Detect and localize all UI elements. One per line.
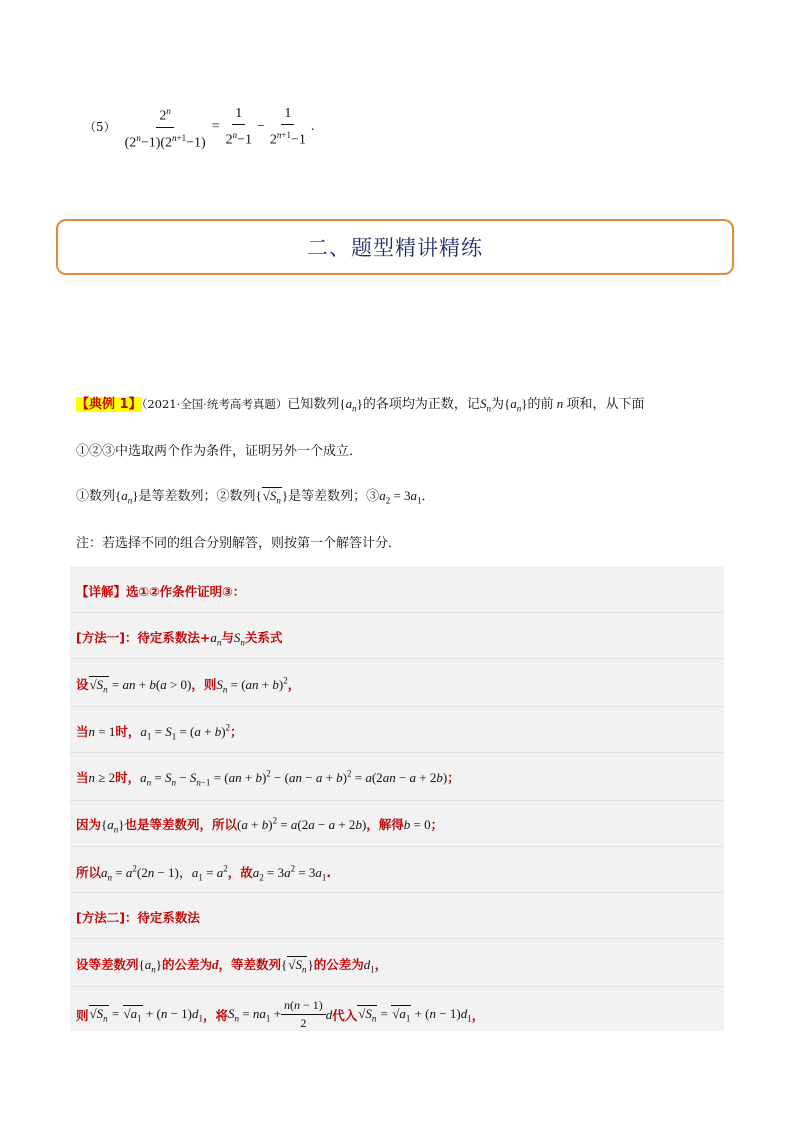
fraction-right: $\frac{1}{2^{n+1}-1}$ <box>269 105 306 148</box>
problem-text: ①数列 <box>76 489 116 504</box>
panel-divider <box>70 846 724 847</box>
panel-divider <box>70 706 724 707</box>
solution-text: 时， <box>115 724 141 739</box>
solution-line-5: 当n ≥ 2时，$a_n = S_n - S_{n-1} = (an + b)^2 - (an - a + b)^2 = a(2an - a + 2b)$； <box>76 768 460 788</box>
formula-label: （5） <box>84 120 116 135</box>
section-banner <box>56 219 734 275</box>
panel-divider <box>70 658 724 659</box>
solution-text: 设 <box>76 677 89 692</box>
solution-text: ，等差数列 <box>218 957 282 972</box>
problem-text: 的前 <box>527 397 554 412</box>
problem-line-2: ①②③中选取两个作为条件，证明另外一个成立． <box>76 444 363 459</box>
problem-note: 注：若选择不同的组合分别解答，则按第一个解答计分． <box>76 536 402 551</box>
solution-text: 则 <box>76 1007 89 1023</box>
problem-text: 为 <box>490 397 504 412</box>
problem-source: （2021·全国·统考高考真题） <box>141 397 288 411</box>
solution-line-7: 所以$a_n = a^2(2n - 1)$，$a_1 = a^2$，故$a_2 = 3a^2 = 3a_1$. <box>76 863 332 883</box>
period: . <box>310 119 315 135</box>
solution-text: 设等差数列 <box>76 957 139 972</box>
panel-divider <box>70 892 724 893</box>
equals-sign: = <box>211 119 220 135</box>
problem-text: 是等差数列；②数列 <box>138 489 256 504</box>
solution-text: ，则 <box>191 677 217 692</box>
solution-text: 当 <box>76 770 89 785</box>
panel-divider <box>70 986 724 987</box>
section-title: 二、题型精讲精练 <box>307 236 483 260</box>
solution-text: 当 <box>76 724 89 739</box>
solution-line-6: 因为$\{a_n\}$也是等差数列，所以$(a + b)^2 = a(2a - a + 2b)$，解得b = 0； <box>76 815 444 835</box>
solution-text: ，将 <box>202 1007 228 1023</box>
solution-text: 的公差为 <box>162 957 213 972</box>
problem-line-3: ①数列$\{a_n\}$是等差数列；②数列$\{√S_n\}$是等差数列；$③a_2 = 3a_1$． <box>76 488 435 506</box>
panel-divider <box>70 938 724 939</box>
problem-line-1: 【典例 1】（2021·全国·统考高考真题）已知数列$\{a_n\}$的各项均为正数，记$S_n$为$\{a_n\}$的前 n 项和，从下面 <box>76 396 645 414</box>
problem-text: 的各项均为正数，记 <box>362 397 480 412</box>
solution-text: 代入 <box>332 1007 358 1023</box>
solution-text: 也是等差数列，所以 <box>124 817 238 832</box>
panel-divider <box>70 752 724 753</box>
method-2-heading: [方法二]：待定系数法 <box>76 910 200 925</box>
problem-text: 项和，从下面 <box>566 397 645 412</box>
fraction-mid: $\frac{1}{2^n-1}$ <box>225 105 252 148</box>
solution-line-10: 则 $√S_n = √a_1 + (n - 1)d_1$ ，将 $S_n = na_1$ + $\frac{n(n - 1)}{2}$ d 代入 $√S_n = √a_1 + (n - 1)d_1$ ， <box>76 998 485 1030</box>
fraction-left: $\frac{2^n}{(2^n-1)(2^{n+1}-1)}$ <box>122 102 209 152</box>
minus-sign: − <box>257 119 265 135</box>
solution-text: ，故 <box>227 865 253 880</box>
solution-text: 所以 <box>76 865 102 880</box>
solution-line-4: 当n = 1时，$a_1 = S_1 = (a + b)^2$； <box>76 722 243 742</box>
problem-text: 是等差数列；③ <box>288 489 380 504</box>
solution-title: 【详解】选①②作条件证明③： <box>76 584 246 599</box>
method-1-heading: [方法一]：待定系数法$+a_n$与$S_n$关系式 <box>76 630 283 648</box>
example-tag: 【典例 1】 <box>76 397 142 412</box>
panel-divider <box>70 612 724 613</box>
panel-divider <box>70 800 724 801</box>
solution-line-9: 设等差数列$\{a_n\}$的公差为d，等差数列$\{√S_n\}$的公差为$d_1$， <box>76 957 388 975</box>
solution-text: 时， <box>115 770 141 785</box>
method-1-label: [方法一]：待定系数法+ <box>76 630 211 645</box>
solution-text: ，解得 <box>366 817 404 832</box>
solution-text: 因为 <box>76 817 102 832</box>
method-1-text: 与 <box>221 630 234 645</box>
method-1-text: 关系式 <box>244 630 283 645</box>
solution-text: 的公差为 <box>313 957 364 972</box>
problem-text: 已知数列 <box>287 397 340 412</box>
formula-5 <box>84 102 314 152</box>
solution-line-3: 设$√S_n$ = an + b(a > 0)，则$S_n = (an + b)^2$， <box>76 675 301 695</box>
